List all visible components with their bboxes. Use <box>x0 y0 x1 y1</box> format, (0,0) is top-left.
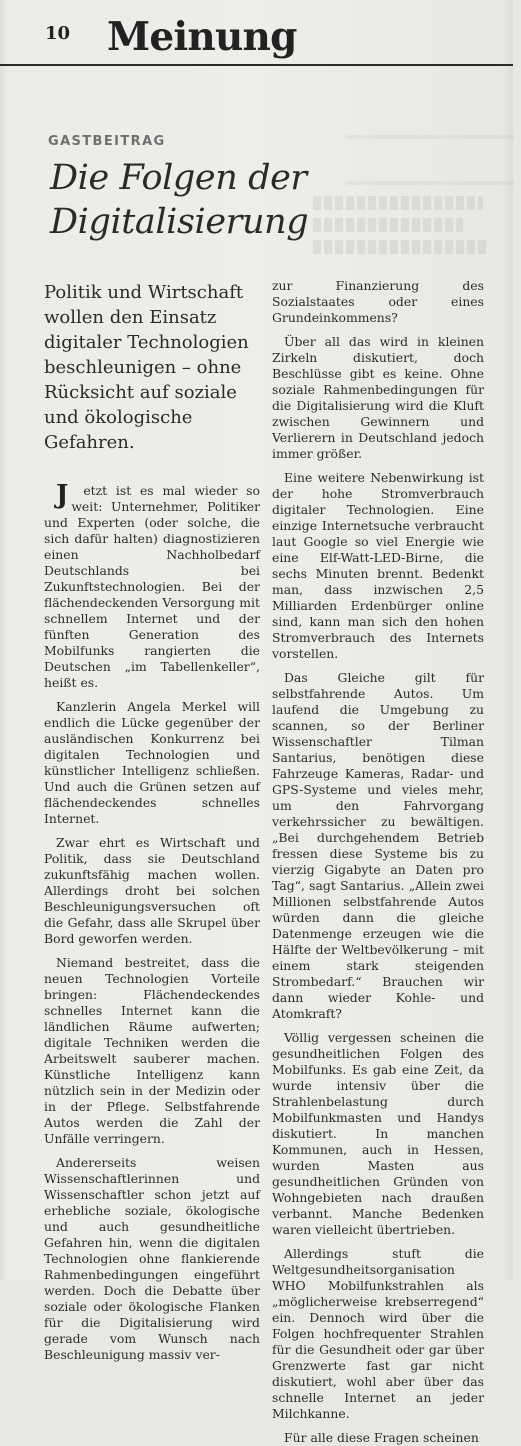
headline-line-2: Digitalisierung <box>50 202 309 242</box>
page-crease <box>503 0 513 1280</box>
paragraph: Völlig vergessen scheinen die gesundheitlichen Folgen des Mobilfunks. Es gab eine Zeit, da wurde intensiv über die Strahlenbelastung durch Mobilfunkmasten und Handys diskutiert. In manchen Kommunen, auch in Hessen, wurden Masten aus gesundheitlichen Gründen von Wohngebieten nach draußen verbannt. Manche Bedenken waren vielleicht übertrieben. <box>272 1030 484 1237</box>
paragraph: Eine weitere Nebenwirkung ist der hohe Stromverbrauch digitaler Technologien. Eine einzige Internetsuche verbraucht laut Google so viel Energie wie eine Elf-Watt-LED-Birne, die sechs Minuten brennt. Bedenkt man, dass inzwischen 2,5 Milliarden Erdenbürger online sind, kann man sich den hohen Stromverbrauch des Internets vorstellen. <box>272 470 484 661</box>
left-column <box>44 278 260 1362</box>
paragraph: Das Gleiche gilt für selbstfahrende Autos. Um laufend die Umgebung zu scannen, so der Berliner Wissenschaftler Tilman Santarius, benötigen diese Fahrzeuge Kameras, Radar- und GPS-Systeme und vieles mehr, um den Fahrvorgang verkehrssicher zu bewältigen. „Bei durchgehendem Betrieb fressen diese Systeme bis zu vierzig Gigabyte an Daten pro Tag“, sagt Santarius. „Allein zwei Millionen selbstfahrende Autos würden dann die gleiche Datenmenge erzeugen wie die Hälfte der Weltbevölkerung – mit einem stark steigenden Strombedarf.“ Brauchen wir dann wieder Kohle- und Atomkraft? <box>272 670 484 1021</box>
article-kicker: GASTBEITRAG <box>48 134 166 149</box>
paragraph: Kanzlerin Angela Merkel will endlich die Lücke gegenüber der ausländischen Konkurrenz bei digitalen Technologien und künstlicher Intelligenz schließen. Und auch die Grünen setzen auf flächendeckendes schnelles Internet. <box>44 699 260 826</box>
paragraph: Über all das wird in kleinen Zirkeln diskutiert, doch Beschlüsse gibt es keine. Ohne soziale Rahmenbedingungen für die Digitalisierung wird die Kluft zwischen Gewinnern und Verlierern in Deutschland jedoch immer größer. <box>272 334 484 461</box>
page-number: 10 <box>45 23 71 44</box>
article-headline <box>50 156 350 244</box>
right-column-text <box>272 278 484 1446</box>
drop-cap: J <box>56 480 69 510</box>
section-title: Meinung <box>107 14 297 60</box>
paragraph: Zwar ehrt es Wirtschaft und Politik, dass sie Deutschland zukunftsfähig machen wollen. Allerdings droht bei solchen Beschleunigungsversuchen oft die Gefahr, dass alle Skrupel über Bord geworfen werden. <box>44 835 260 946</box>
paragraph: Für alle diese Fragen scheinen <box>284 1430 479 1445</box>
paragraph: zur Finanzierung des Sozialstaates oder eines Grundeinkommens? <box>272 278 484 325</box>
paragraph-text: etzt ist es mal wieder so weit: Unternehmer, Politiker und Experten (oder solche, die sich dafür halten) diagnostizieren einen Nachholbedarf Deutschlands bei Zukunftstechnologien. Bei der flächendeckenden Versorgung mit schnellem Internet und der fünften Generation des Mobilfunks rangierten die Deutschen „im Tabellenkeller“, heißt es. <box>44 483 260 690</box>
right-column <box>272 278 484 1445</box>
paragraph <box>44 480 260 691</box>
article-lead: Politik und Wirtschaft wollen den Einsatz digitaler Technologien beschleunigen – ohne Rücksicht auf soziale und ökologische Gefahren. <box>44 282 249 453</box>
article-body <box>44 278 484 1445</box>
bleed-headline-shape <box>347 135 515 185</box>
left-column-text <box>44 480 260 1363</box>
header-rule <box>0 64 513 66</box>
paragraph: Niemand bestreitet, dass die neuen Technologien Vorteile bringen: Flächendeckendes schnelles Internet kann die ländlichen Räume aufwerten; digitale Techniken werden die Arbeitswelt sauberer machen. Künstliche Intelligenz kann nützlich sein in der Medizin oder in der Pflege. Selbstfahrende Autos werden die Zahl der Unfälle verringern. <box>44 955 260 1146</box>
paragraph: Andererseits weisen Wissenschaftlerinnen und Wissenschaftler schon jetzt auf erhebliche soziale, ökologische und auch gesundheitliche Gefahren hin, wenn die digitalen Technologien ohne flankierende Rahmenbedingungen eingeführt werden. Doch die Debatte über soziale oder ökologische Flanken für die Digitalisierung wird gerade vom Wunsch nach Beschleunigung massiv ver- <box>44 1155 260 1362</box>
headline-line-1: Die Folgen der <box>50 158 307 198</box>
paragraph: Allerdings stuft die Weltgesundheitsorganisation WHO Mobilfunkstrahlen als „möglicherweise krebserregend“ ein. Dennoch wird über die Folgen hochfrequenter Strahlen für die Gesundheit oder gar über Grenzwerte fast gar nicht diskutiert, wohl aber über das schnelle Internet an jeder Milchkanne. <box>272 1246 484 1421</box>
page-fold-shadow <box>0 0 8 1280</box>
